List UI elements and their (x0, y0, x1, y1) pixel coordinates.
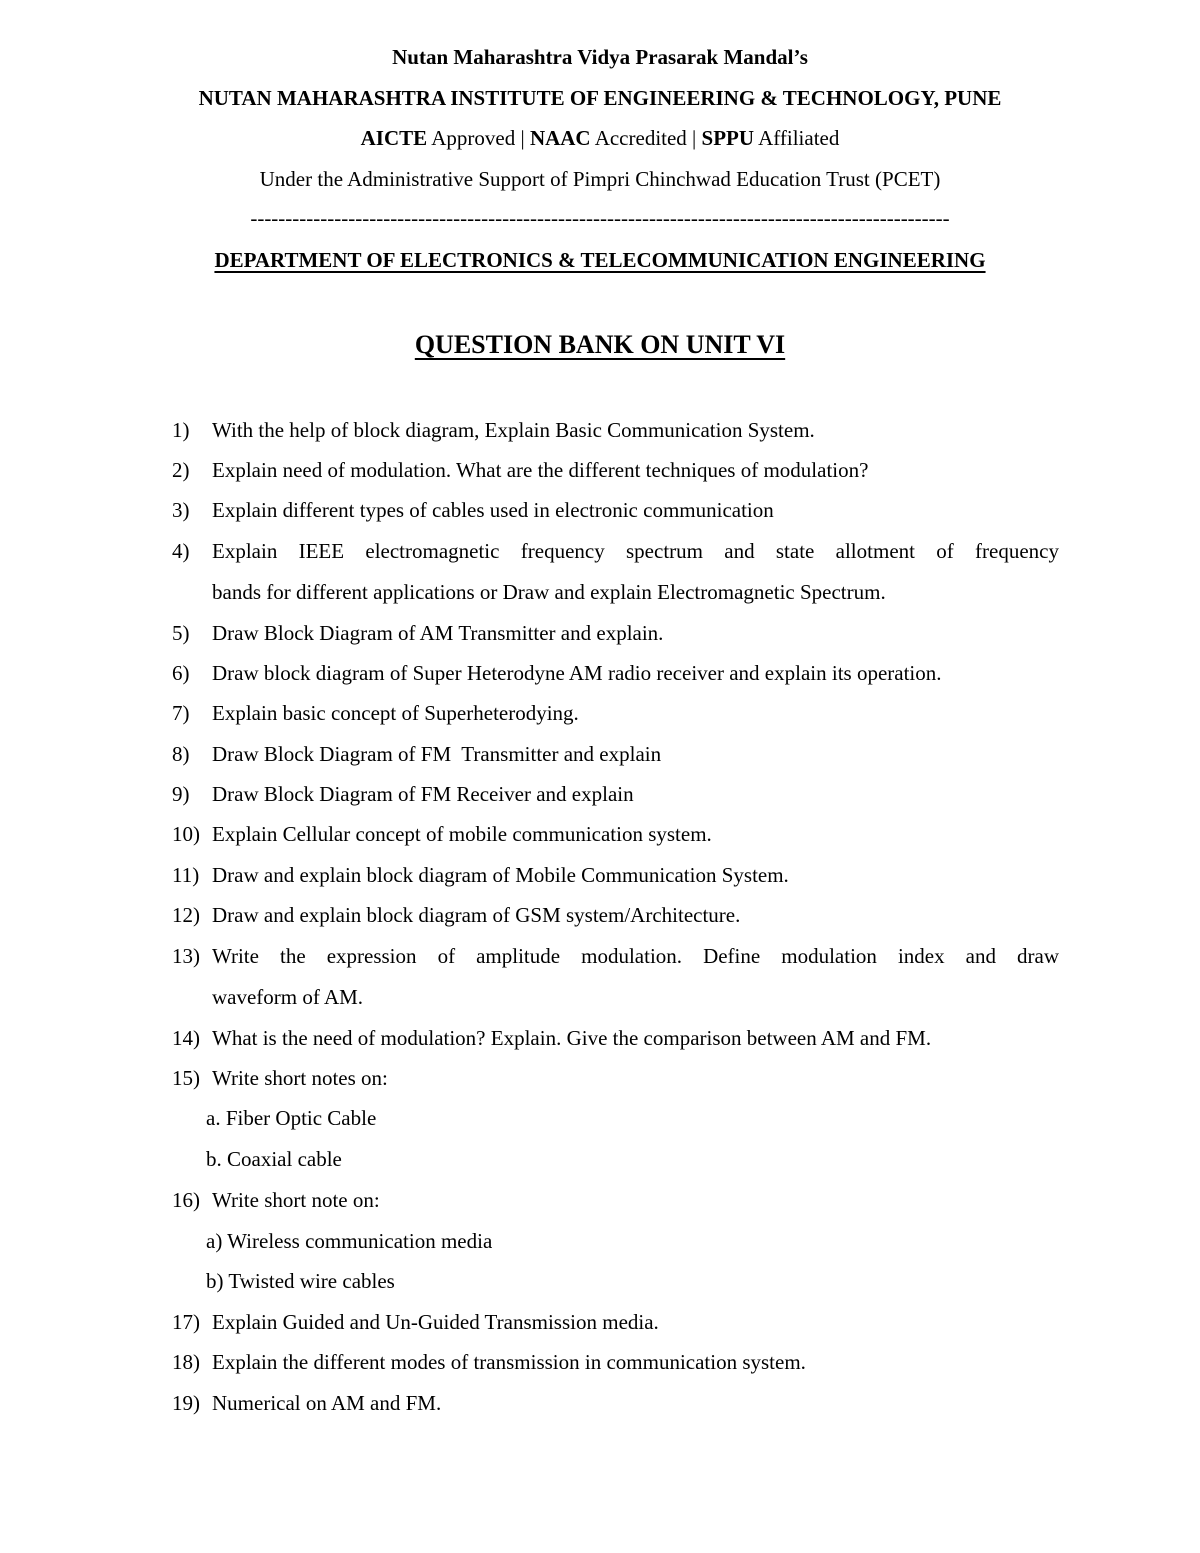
question-item (172, 660, 1059, 686)
question-item (172, 497, 1059, 523)
question-text-continued: bands for different applications or Draw and explain Electromagnetic Spectrum. (212, 580, 886, 604)
question-text: Explain basic concept of Superheterodying. (212, 701, 579, 725)
question-text: Draw Block Diagram of FM Receiver and explain (212, 782, 634, 806)
title-line (0, 330, 1200, 361)
support-line: Under the Administrative Support of Pimpri Chinchwad Education Trust (PCET) (259, 167, 941, 191)
question-item (172, 1390, 1059, 1416)
question-item (172, 1309, 1059, 1335)
question-item (172, 1349, 1059, 1375)
question-number: 18) (172, 1350, 200, 1374)
question-text: Explain different types of cables used in electronic communication (212, 498, 774, 522)
question-text: Write short notes on: (212, 1066, 388, 1090)
question-number: 5) (172, 621, 190, 645)
aicte-label: AICTE (360, 126, 428, 150)
question-number: 12) (172, 903, 200, 927)
question-number: 16) (172, 1188, 200, 1212)
question-number: 13) (172, 944, 200, 968)
question-text-continued: waveform of AM. (212, 985, 364, 1009)
question-item (172, 741, 1059, 767)
question-text: Write short note on: (212, 1188, 380, 1212)
question-item (172, 781, 1059, 807)
question-text: Explain IEEE electromagnetic frequency spectrum and state allotment of frequency (212, 539, 1059, 563)
question-text: Draw Block Diagram of AM Transmitter and explain. (212, 621, 664, 645)
question-text: Write the expression of amplitude modulation. Define modulation index and draw (212, 944, 1059, 968)
sub-question: a. Fiber Optic Cable (206, 1106, 377, 1130)
question-item (172, 417, 1059, 443)
question-text: Numerical on AM and FM. (212, 1391, 442, 1415)
question-number: 2) (172, 458, 190, 482)
question-item (172, 620, 1059, 646)
question-item (172, 457, 1059, 483)
naac-label: NAAC (529, 126, 591, 150)
question-text: Explain the different modes of transmission in communication system. (212, 1350, 806, 1374)
question-number: 3) (172, 498, 190, 522)
question-text: Draw and explain block diagram of Mobile Communication System. (212, 863, 789, 887)
approval-line (0, 125, 1200, 151)
sub-question: b. Coaxial cable (206, 1147, 342, 1171)
separator-line: ---------------------------------------------------------------------------------------------------- (250, 208, 950, 228)
institute-name: NUTAN MAHARASHTRA INSTITUTE OF ENGINEERING & TECHNOLOGY, PUNE (198, 86, 1002, 110)
question-number: 4) (172, 539, 190, 563)
question-number: 15) (172, 1066, 200, 1090)
question-bank-title: QUESTION BANK ON UNIT VI (414, 330, 786, 359)
question-item (172, 1025, 1059, 1051)
question-number: 1) (172, 418, 190, 442)
question-number: 7) (172, 701, 190, 725)
question-text: Draw Block Diagram of FM Transmitter and explain (212, 742, 662, 766)
sub-question: b) Twisted wire cables (206, 1269, 395, 1293)
question-text: Draw and explain block diagram of GSM system/Architecture. (212, 903, 741, 927)
question-number: 9) (172, 782, 190, 806)
question-number: 19) (172, 1391, 200, 1415)
question-item (172, 821, 1059, 847)
question-item (172, 1187, 1059, 1213)
question-number: 17) (172, 1310, 200, 1334)
question-text: Explain need of modulation. What are the different techniques of modulation? (212, 458, 869, 482)
question-text: Draw block diagram of Super Heterodyne AM radio receiver and explain its operation. (212, 661, 942, 685)
question-number: 8) (172, 742, 190, 766)
question-text: Explain Cellular concept of mobile communication system. (212, 822, 712, 846)
question-number: 11) (172, 863, 200, 887)
affiliated-text: Affiliated (754, 126, 840, 150)
society-name: Nutan Maharashtra Vidya Prasarak Mandal’s (392, 45, 808, 69)
question-item (172, 1065, 1059, 1091)
question-text: With the help of block diagram, Explain Basic Communication System. (212, 418, 815, 442)
sppu-label: SPPU (701, 126, 755, 150)
question-item (172, 862, 1059, 888)
question-item (172, 700, 1059, 726)
approved-text: Approved | (427, 126, 530, 150)
question-text: Explain Guided and Un-Guided Transmission media. (212, 1310, 659, 1334)
department-heading (0, 247, 1200, 273)
question-number: 10) (172, 822, 200, 846)
question-text: What is the need of modulation? Explain. Give the comparison between AM and FM. (212, 1026, 932, 1050)
question-item (172, 902, 1059, 928)
sub-question: a) Wireless communication media (206, 1229, 493, 1253)
department-name: DEPARTMENT OF ELECTRONICS & TELECOMMUNICATION ENGINEERING (214, 248, 986, 272)
question-number: 6) (172, 661, 190, 685)
accredited-text: Accredited | (590, 126, 702, 150)
question-number: 14) (172, 1026, 200, 1050)
